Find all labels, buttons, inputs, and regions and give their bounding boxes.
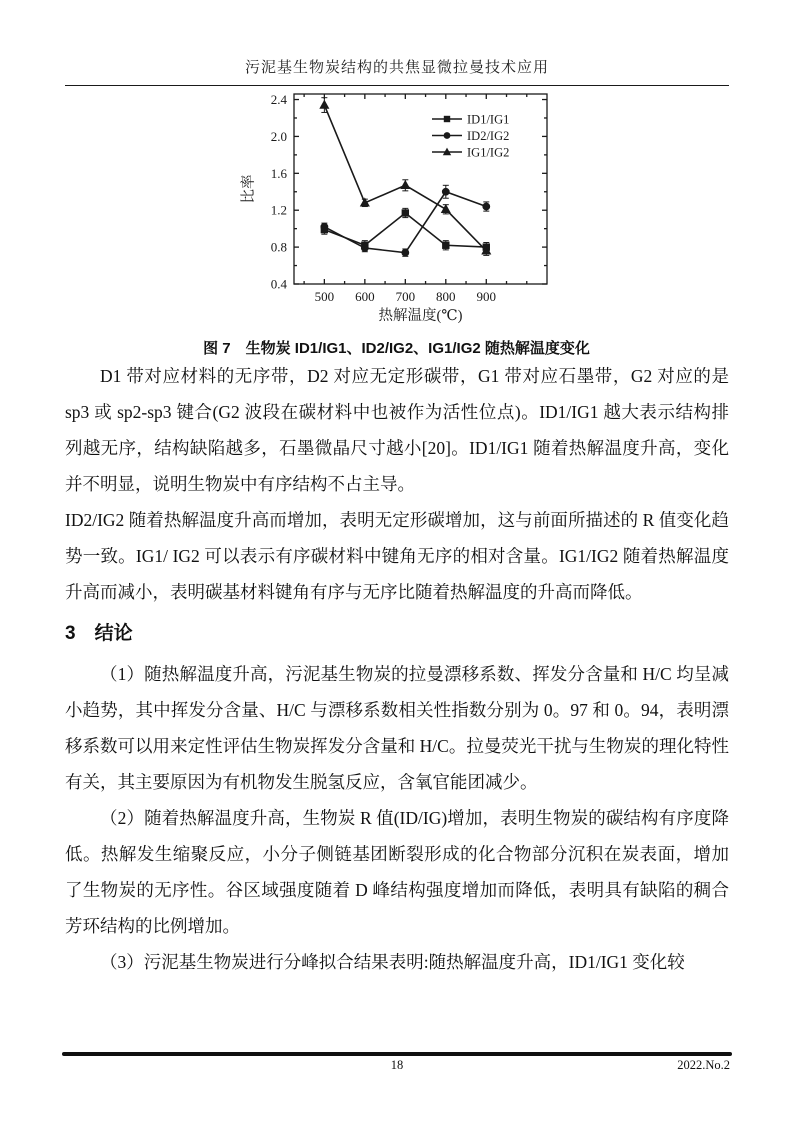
svg-text:2.0: 2.0 [270, 128, 287, 144]
svg-text:1.2: 1.2 [270, 202, 287, 218]
chart-series-IG1-IG2 [320, 98, 490, 256]
paragraph-conclusion-2: （2）随着热解温度升高，生物炭 R 值(ID/IG)增加，表明生物炭的碳结构有序度降低。热解发生缩聚反应，小分子侧链基团断裂形成的化合物部分沉积在炭表面，增加了生物炭的无序性。谷区域强度随着 D 峰结构强度增加而降低，表明具有缺陷的稠合芳环结构的比例增加。 [65, 808, 729, 936]
svg-text:500: 500 [314, 289, 334, 304]
ratio-vs-temperature-chart [238, 88, 570, 326]
paragraph-id2-ig2: ID2/IG2 随着热解温度升高而增加，表明无定形碳增加，这与前面所描述的 R 值变化趋势一致。IG1/ IG2 可以表示有序碳材料中键角无序的相对含量。IG1/IG2 随着热解温度升高而减小，表明碳基材料键角有序与无序比随着热解温度的升高而降低。 [65, 510, 729, 602]
svg-text:比率: 比率 [240, 174, 257, 204]
footer-issue: 2022.No.2 [677, 1058, 730, 1072]
svg-text:0.8: 0.8 [270, 239, 287, 255]
svg-text:IG1/IG2: IG1/IG2 [466, 145, 509, 160]
svg-text:700: 700 [395, 289, 415, 304]
body-text [65, 358, 729, 980]
chart-series-ID1-IG1 [321, 208, 489, 251]
svg-text:2.4: 2.4 [270, 92, 287, 108]
figure-block [0, 88, 793, 358]
svg-text:1.6: 1.6 [270, 165, 287, 181]
paragraph-conclusion-1: （1）随热解温度升高，污泥基生物炭的拉曼漂移系数、挥发分含量和 H/C 均呈减小趋势，其中挥发分含量、H/C 与漂移系数相关性指数分别为 0。97 和 0。94，表明漂移系数可以用来定性评估生物炭挥发分含量和 H/C。拉曼荧光干扰与生物炭的理化特性有关，其主要原因为有机物发生脱氢反应，含氧官能团减少。 [65, 664, 729, 792]
svg-text:热解温度(℃): 热解温度(℃) [378, 308, 462, 324]
paragraph-d-bands: D1 带对应材料的无序带，D2 对应无定形碳带，G1 带对应石墨带，G2 对应的是 sp3 或 sp2-sp3 键合(G2 波段在碳材料中也被作为活性位点)。ID1/IG1 越大表示结构排列越无序，结构缺陷越多，石墨微晶尺寸越小[20]。ID1/IG1 随着热解温度升高，变化并不明显，说明生物炭中有序结构不占主导。 [65, 366, 729, 494]
svg-text:ID1/IG1: ID1/IG1 [466, 112, 509, 127]
figure-caption: 图 7 生物炭 ID1/IG1、ID2/IG2、IG1/IG2 随热解温度变化 [203, 340, 590, 357]
svg-text:900: 900 [476, 289, 496, 304]
svg-text:600: 600 [354, 289, 375, 304]
footer-row [62, 1058, 732, 1076]
page-header-title: 污泥基生物炭结构的共焦显微拉曼技术应用 [65, 56, 729, 86]
footer-rule [62, 1052, 732, 1056]
paragraph-conclusion-3: （3）污泥基生物炭进行分峰拟合结果表明:随热解温度升高，ID1/IG1 变化较 [100, 952, 685, 972]
svg-text:0.4: 0.4 [270, 276, 287, 292]
chart-legend [432, 113, 509, 160]
svg-text:ID2/IG2: ID2/IG2 [466, 129, 509, 143]
footer-page-number: 18 [390, 1058, 404, 1072]
section-heading-conclusion: 3 结论 [65, 623, 133, 644]
page-footer [62, 1052, 732, 1076]
svg-text:800: 800 [435, 289, 456, 304]
